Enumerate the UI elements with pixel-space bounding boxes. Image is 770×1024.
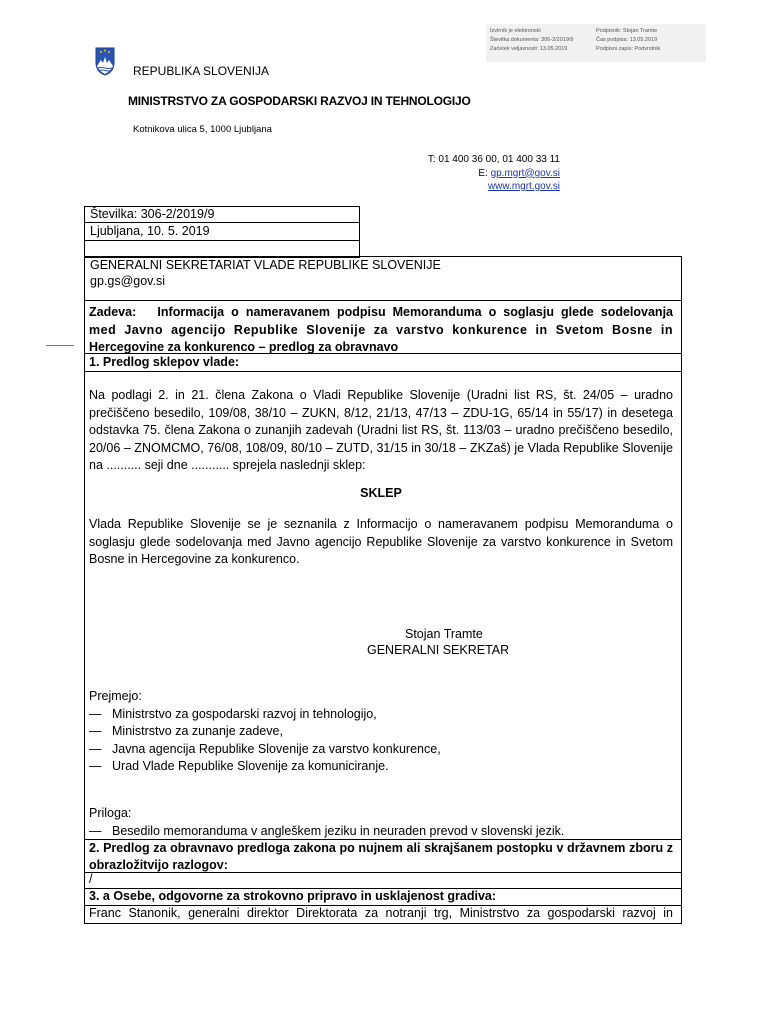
- subject-block: [89, 304, 673, 357]
- divider: [84, 222, 359, 223]
- stamp-line: Podpisni zapis: Podvrstnik: [596, 46, 661, 52]
- subject-label: Zadeva:: [89, 305, 137, 319]
- stamp-line: Začetek veljavnosti: 13.05.2019: [490, 46, 568, 52]
- section-3-text: Franc Stanonik, generalni direktor Direktorata za notranji trg, Ministrstvo za gospodarski razvoj in: [89, 906, 673, 920]
- stamp-line: Izvirnik je elektronski: [490, 28, 541, 34]
- web-link[interactable]: www.mgrt.gov.si: [487, 181, 560, 192]
- subject-line-3: Hercegovine za konkurenco – predlog za obravnavo: [89, 340, 399, 354]
- section-1-title: 1. Predlog sklepov vlade:: [89, 355, 240, 369]
- document-number: Številka: 306-2/2019/9: [90, 207, 215, 221]
- recipients-label: Prejmejo:: [89, 689, 142, 703]
- stamp-line: Podpisnik: Stojan Tramte: [596, 28, 658, 34]
- sklep-text: Vlada Republike Slovenije se je seznanila z Informacijo o nameravanem podpisu Memoranduma o soglasju glede sodelovanja med Javno agencijo Republike Slovenije za varstvo konkurence in Svetom Bosne in Hercegovine za konkurenco.: [89, 517, 673, 566]
- recipient-email: gp.gs@gov.si: [90, 274, 165, 288]
- list-item-text: Urad Vlade Republike Slovenije za komuniciranje.: [112, 759, 389, 773]
- list-item: [89, 723, 673, 741]
- ministry-address: Kotnikova ulica 5, 1000 Ljubljana: [133, 124, 272, 135]
- document-date: Ljubljana, 10. 5. 2019: [90, 224, 210, 238]
- stamp-line: Čas podpisa: 13.05.2019: [596, 37, 658, 43]
- list-item-text: Ministrstvo za gospodarski razvoj in tehnologijo,: [112, 706, 377, 721]
- web-line: [428, 180, 560, 194]
- list-item-text: Besedilo memoranduma v angleškem jeziku in neuraden prevod v slovenski jezik.: [112, 823, 565, 838]
- email-line: [428, 167, 560, 181]
- recipient-name: GENERALNI SEKRETARIAT VLADE REPUBLIKE SLOVENIJE: [90, 258, 441, 272]
- phone-line: T: 01 400 36 00, 01 400 33 11: [427, 154, 560, 165]
- section-2-value: /: [89, 872, 93, 886]
- list-item: [89, 823, 673, 841]
- dash: —: [89, 741, 102, 756]
- dash: —: [89, 706, 102, 721]
- legal-basis-paragraph: Na podlagi 2. in 21. člena Zakona o Vladi Republike Slovenije (Uradni list RS, št. 24/05 – uradno prečiščeno besedilo, 109/08, 38/10 – ZUKN, 8/12, 21/13, 47/13 – ZDU-1G, 65/14 in 55/17) in desetega odstavka 75. člena Zakona o zunanjih zadevah (Uradni list RS, št. 113/03 – uradno prečiščeno besedilo, 20/06 – ZNOMCMO, 76/08, 108/09, 80/10 – ZUTD, 31/15 in 30/18 – ZKZaš) je Vlada Republike Slovenije na .......... seji dne ........... sprejela naslednji sklep:: [89, 388, 673, 472]
- signer-name: Stojan Tramte: [405, 627, 483, 641]
- stamp-col-1: [490, 27, 573, 54]
- list-item: [89, 741, 673, 759]
- divider: [84, 240, 359, 241]
- divider: [84, 353, 681, 354]
- contact-block: [428, 153, 560, 194]
- subject-line-1: Informacija o nameravanem podpisu Memoranduma o soglasju glede sodelovanja: [157, 305, 673, 319]
- sklep-heading: SKLEP: [360, 486, 402, 500]
- recipients-list: [89, 688, 673, 776]
- email-prefix: E:: [478, 167, 491, 179]
- subject-line-2: med Javno agencijo Republike Slovenije za varstvo konkurence in Svetom Bosne in: [89, 322, 673, 337]
- slovenia-crest-icon: [94, 46, 116, 76]
- section-3-title: 3. a Osebe, odgovorne za strokovno pripravo in usklajenost gradiva:: [89, 889, 497, 903]
- list-item-text: Javna agencija Republike Slovenije za varstvo konkurence,: [112, 741, 441, 756]
- e-signature-stamp: [486, 24, 706, 62]
- divider: [84, 300, 681, 301]
- divider: [84, 371, 681, 372]
- section-2-title: 2. Predlog za obravnavo predloga zakona po nujnem ali skrajšanem postopku v državnem zboru z obrazložitvijo razlogov:: [89, 841, 673, 872]
- signer-title: GENERALNI SEKRETAR: [367, 643, 510, 657]
- dash: —: [89, 759, 102, 773]
- dash: —: [89, 724, 102, 738]
- divider: [84, 872, 681, 873]
- stamp-col-2: [596, 27, 660, 54]
- ministry-name: MINISTRSTVO ZA GOSPODARSKI RAZVOJ IN TEHNOLOGIJO: [128, 94, 471, 108]
- list-item: [89, 758, 673, 776]
- margin-mark: [46, 345, 74, 346]
- dash: —: [89, 823, 102, 838]
- list-item: [89, 706, 673, 724]
- stamp-line: Številka dokumenta: 306-2/2019/9: [490, 37, 574, 43]
- attachment-label: Priloga:: [89, 806, 132, 820]
- email-link[interactable]: gp.mgrt@gov.si: [490, 167, 560, 179]
- attachments-list: [89, 805, 673, 840]
- list-item-text: Ministrstvo za zunanje zadeve,: [112, 724, 283, 738]
- country-name: REPUBLIKA SLOVENIJA: [133, 64, 270, 78]
